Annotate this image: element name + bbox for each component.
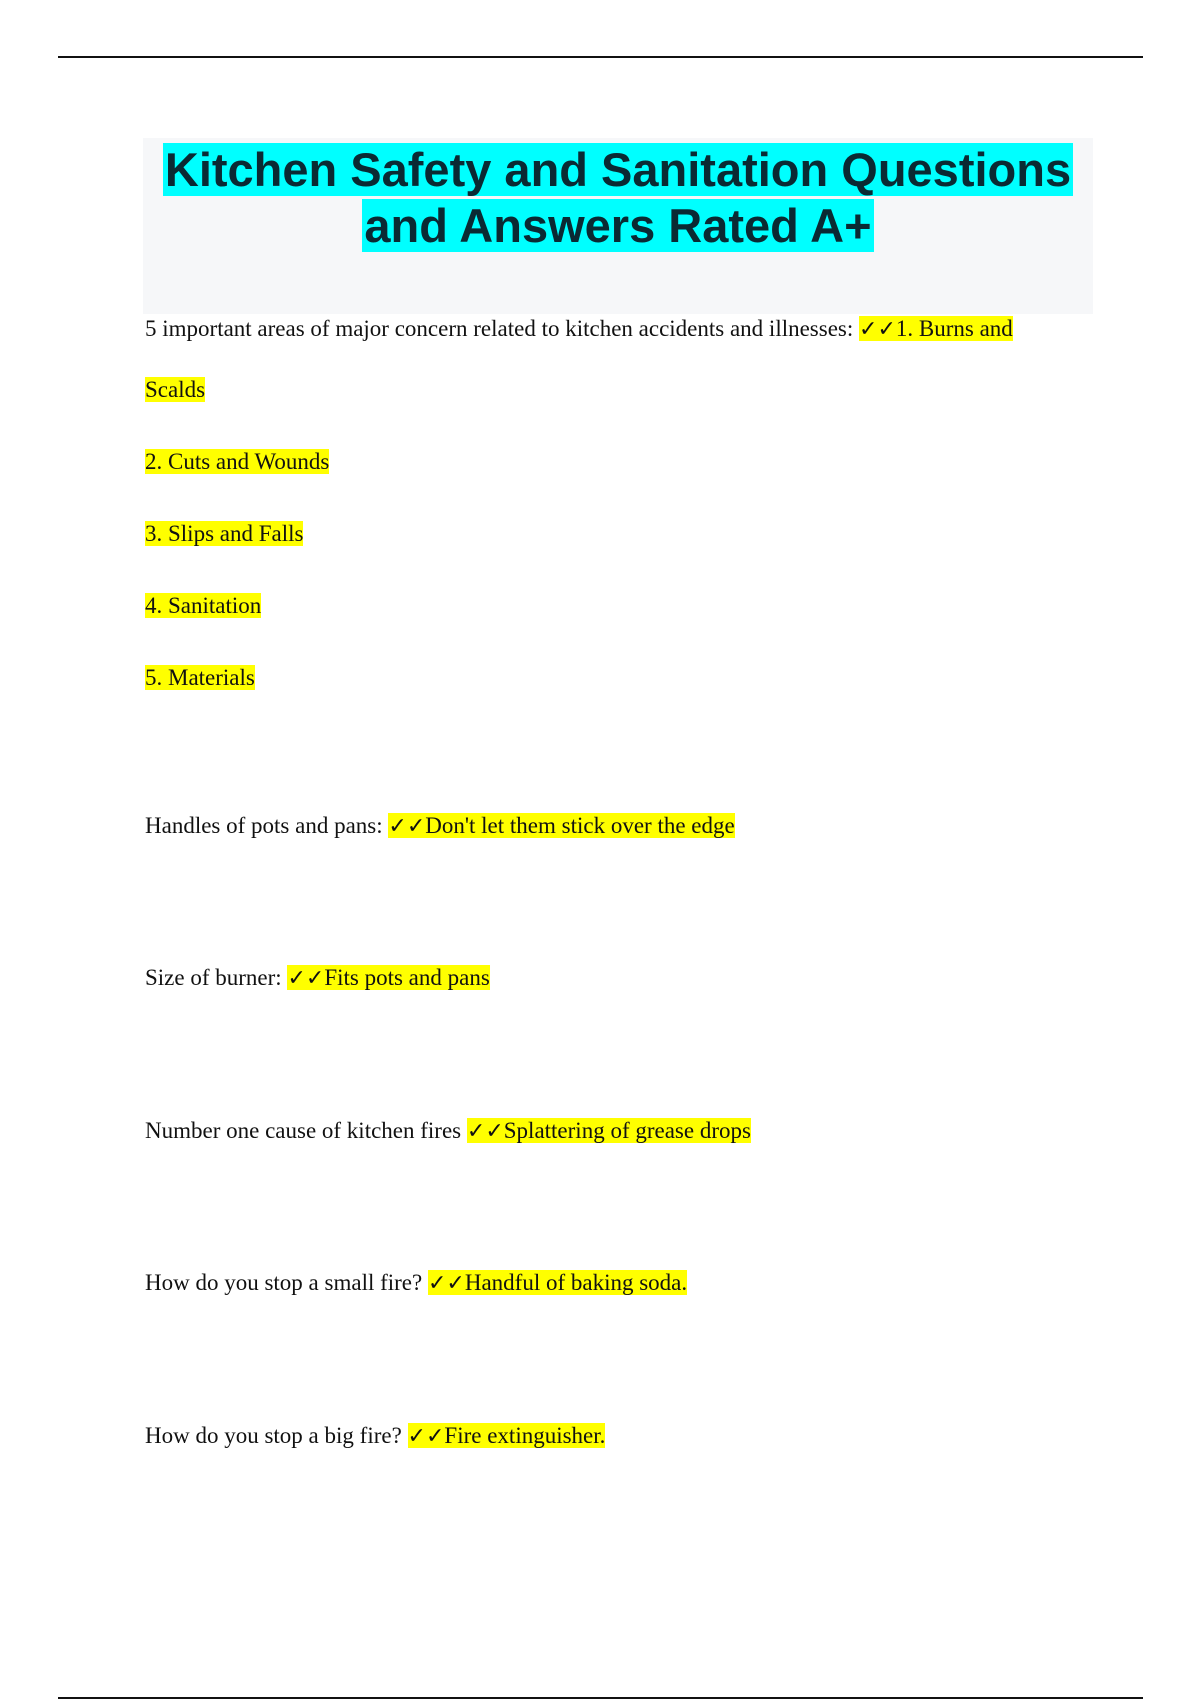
double-check-icon: ✓✓ — [388, 814, 426, 839]
answer-text: ✓✓Fits pots and pans — [287, 965, 490, 991]
answer-list-item: Scalds — [145, 377, 206, 402]
qa-item-6 — [145, 1421, 605, 1452]
page-title — [143, 142, 1093, 254]
answer-text: ✓✓Don't let them stick over the edge — [388, 813, 735, 839]
title-line-2: and Answers Rated A+ — [364, 199, 872, 252]
answer-text: ✓✓1. Burns and — [859, 316, 1013, 342]
qa-item-5 — [145, 1268, 687, 1299]
answer-list-item: 4. Sanitation — [145, 593, 262, 618]
question-text: Number one cause of kitchen fires — [145, 1118, 462, 1143]
question-text: Size of burner: — [145, 965, 282, 990]
title-line-1: Kitchen Safety and Sanitation Questions — [164, 143, 1072, 196]
bottom-rule — [58, 1697, 1143, 1699]
qa-item-4 — [145, 1116, 751, 1147]
double-check-icon: ✓✓ — [287, 966, 325, 991]
question-text: Handles of pots and pans: — [145, 813, 383, 838]
double-check-icon: ✓✓ — [407, 1424, 445, 1449]
qa-item-2 — [145, 811, 735, 842]
answer-list-item: 5. Materials — [145, 665, 255, 690]
qa-item-1 — [145, 314, 1013, 345]
question-text: 5 important areas of major concern related to kitchen accidents and illnesses: — [145, 316, 854, 341]
double-check-icon: ✓✓ — [466, 1119, 504, 1144]
double-check-icon: ✓✓ — [427, 1271, 465, 1296]
answer-list-item: 3. Slips and Falls — [145, 521, 304, 546]
answer-text: ✓✓Fire extinguisher. — [407, 1423, 606, 1449]
answer-text: ✓✓Splattering of grease drops — [466, 1118, 751, 1144]
qa-item-3 — [145, 963, 490, 994]
double-check-icon: ✓✓ — [859, 317, 896, 342]
question-text: How do you stop a big fire? — [145, 1423, 402, 1448]
top-rule — [58, 56, 1143, 58]
question-text: How do you stop a small fire? — [145, 1270, 423, 1295]
answer-text: ✓✓Handful of baking soda. — [427, 1270, 688, 1296]
answer-list-item: 2. Cuts and Wounds — [145, 449, 330, 474]
